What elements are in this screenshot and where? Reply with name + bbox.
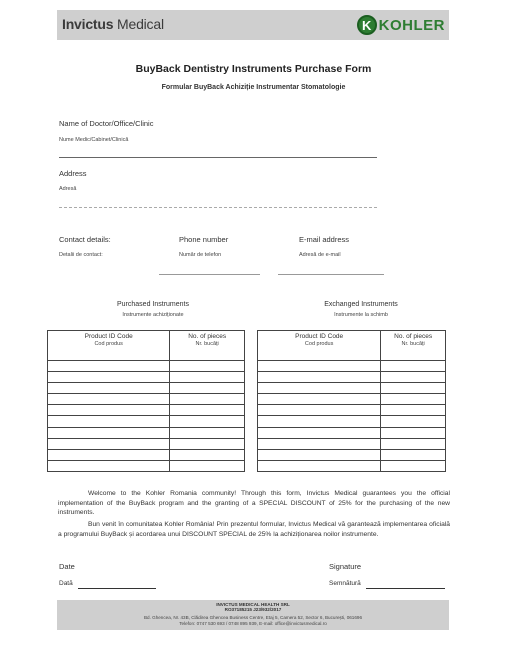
email-sublabel: Adresă de e-mail [299, 252, 341, 258]
col-pieces-label: No. of pieces [188, 333, 227, 340]
product-id-cell[interactable] [48, 416, 170, 427]
table-row [48, 427, 245, 438]
col-pieces-sublabel: Nr. bucăți [195, 341, 219, 347]
pieces-cell[interactable] [170, 361, 245, 372]
form-subtitle: Formular BuyBack Achiziție Instrumentar Stomatologie [161, 84, 346, 91]
pieces-cell[interactable] [170, 449, 245, 460]
table-row [258, 449, 446, 460]
email-label: E-mail address [299, 235, 350, 244]
pieces-cell[interactable] [381, 449, 446, 460]
pieces-cell[interactable] [381, 427, 446, 438]
exchanged-table [257, 330, 446, 472]
footer-registration: RO37185215 J23/932/2017 [224, 607, 282, 612]
product-id-cell[interactable] [258, 372, 381, 383]
pieces-cell[interactable] [381, 460, 446, 471]
col-pieces-label: No. of pieces [394, 333, 433, 340]
table-row [48, 438, 245, 449]
pieces-cell[interactable] [170, 438, 245, 449]
date-label: Date [59, 562, 75, 571]
table-row [48, 383, 245, 394]
pieces-cell[interactable] [170, 394, 245, 405]
pieces-cell[interactable] [381, 438, 446, 449]
date-sublabel: Dată [59, 580, 73, 587]
product-id-cell[interactable] [258, 438, 381, 449]
table-row [258, 460, 446, 471]
welcome-text-en: Welcome to the Kohler Romania community! Through this form, Invictus Medical guarantees you the official implementation of the BuyBack program and the granting of a SPECIAL DISCOUNT of 25% for the purchasing of the new instruments. [58, 490, 450, 516]
phone-input-line[interactable] [159, 274, 260, 275]
name-input-line[interactable] [59, 157, 377, 158]
product-id-cell[interactable] [258, 427, 381, 438]
email-input-line[interactable] [278, 274, 384, 275]
table-row [48, 449, 245, 460]
product-id-cell[interactable] [258, 383, 381, 394]
welcome-text-ro: Bun venit în comunitatea Kohler România! Prin prezentul formular, Invictus Medical vă garantează implementarea oficială a programului BuyBack și acordarea unui DISCOUNT SPECIAL de 25% la achiziționarea noilor instrumente. [58, 521, 450, 538]
kohler-logo [357, 13, 445, 37]
table-row [258, 394, 446, 405]
product-id-cell[interactable] [258, 394, 381, 405]
footer-address: Bd. Ghencea, Nr. 43B, Clădirea Ghencea Business Centre, Etaj 5, Camera 52, Sector 6, București, 061696 [143, 615, 363, 620]
pieces-cell[interactable] [170, 460, 245, 471]
pieces-cell[interactable] [170, 372, 245, 383]
invictus-medical-logo [62, 16, 164, 32]
contact-sublabel: Detalii de contact: [59, 252, 103, 258]
pieces-cell[interactable] [381, 372, 446, 383]
phone-label: Phone number [179, 235, 229, 244]
footer-company: INVICTUS MEDICAL HEALTH SRL [216, 602, 290, 607]
address-label: Address [59, 169, 87, 178]
product-id-cell[interactable] [258, 361, 381, 372]
signature-sublabel: Semnătură [329, 580, 361, 587]
footer-contact: Telefon: 0747 530 693 / 0748 895 939, E-mail: office@invictusmedical.ro [179, 621, 327, 626]
logo-text-bold: Invictus [62, 16, 114, 32]
pieces-cell[interactable] [170, 383, 245, 394]
product-id-cell[interactable] [258, 449, 381, 460]
address-input-line[interactable] [59, 207, 377, 208]
table-row [258, 438, 446, 449]
name-sublabel: Nume Medic/Cabinet/Clinică [59, 137, 129, 143]
product-id-cell[interactable] [48, 460, 170, 471]
col-product-id [258, 331, 381, 361]
col-product-id-label: Product ID Code [295, 333, 344, 340]
table-row [258, 427, 446, 438]
table-row [258, 361, 446, 372]
col-pieces [381, 331, 446, 361]
table-row [48, 372, 245, 383]
col-product-id-label: Product ID Code [84, 333, 133, 340]
col-pieces-sublabel: Nr. bucăți [401, 341, 425, 347]
pieces-cell[interactable] [381, 405, 446, 416]
product-id-cell[interactable] [48, 361, 170, 372]
exchanged-title: Exchanged Instruments [324, 301, 398, 308]
date-input-line[interactable] [78, 588, 156, 589]
pieces-cell[interactable] [170, 416, 245, 427]
table-row [48, 394, 245, 405]
contact-label: Contact details: [59, 235, 111, 244]
product-id-cell[interactable] [48, 383, 170, 394]
signature-label: Signature [329, 562, 362, 571]
product-id-cell[interactable] [258, 405, 381, 416]
pieces-cell[interactable] [170, 405, 245, 416]
header-bar [57, 10, 449, 40]
address-sublabel: Adresă [59, 186, 77, 192]
pieces-cell[interactable] [170, 427, 245, 438]
col-product-id-sublabel: Cod produs [94, 341, 123, 347]
signature-input-line[interactable] [366, 588, 445, 589]
product-id-cell[interactable] [258, 416, 381, 427]
col-product-id [48, 331, 170, 361]
product-id-cell[interactable] [48, 427, 170, 438]
col-pieces [170, 331, 245, 361]
kohler-mark-icon: K [357, 15, 377, 35]
table-row [48, 405, 245, 416]
table-row [258, 372, 446, 383]
pieces-cell[interactable] [381, 361, 446, 372]
product-id-cell[interactable] [48, 405, 170, 416]
product-id-cell[interactable] [48, 449, 170, 460]
table-row [48, 416, 245, 427]
footer-bar [57, 600, 449, 630]
product-id-cell[interactable] [48, 438, 170, 449]
welcome-paragraph-en [58, 489, 450, 518]
purchased-title: Purchased Instruments [117, 301, 189, 308]
kohler-wordmark: KOHLER [378, 16, 445, 34]
purchased-table [47, 330, 245, 472]
table-row [48, 460, 245, 471]
product-id-cell[interactable] [48, 372, 170, 383]
col-product-id-sublabel: Cod produs [304, 341, 334, 347]
phone-sublabel: Număr de telefon [179, 252, 222, 258]
pieces-cell[interactable] [381, 383, 446, 394]
purchased-subtitle: Instrumente achiziționate [122, 312, 184, 318]
pieces-cell[interactable] [381, 394, 446, 405]
product-id-cell[interactable] [48, 394, 170, 405]
table-row [258, 416, 446, 427]
exchanged-subtitle: Instrumente la schimb [334, 312, 388, 318]
table-header-row [48, 331, 245, 361]
product-id-cell[interactable] [258, 460, 381, 471]
form-title: BuyBack Dentistry Instruments Purchase Form [135, 63, 372, 75]
table-row [258, 383, 446, 394]
table-row [48, 361, 245, 372]
pieces-cell[interactable] [381, 416, 446, 427]
table-header-row [258, 331, 446, 361]
table-row [258, 405, 446, 416]
logo-text-light: Medical [117, 16, 164, 32]
name-label: Name of Doctor/Office/Clinic [59, 119, 154, 128]
welcome-paragraph-ro [58, 520, 450, 539]
